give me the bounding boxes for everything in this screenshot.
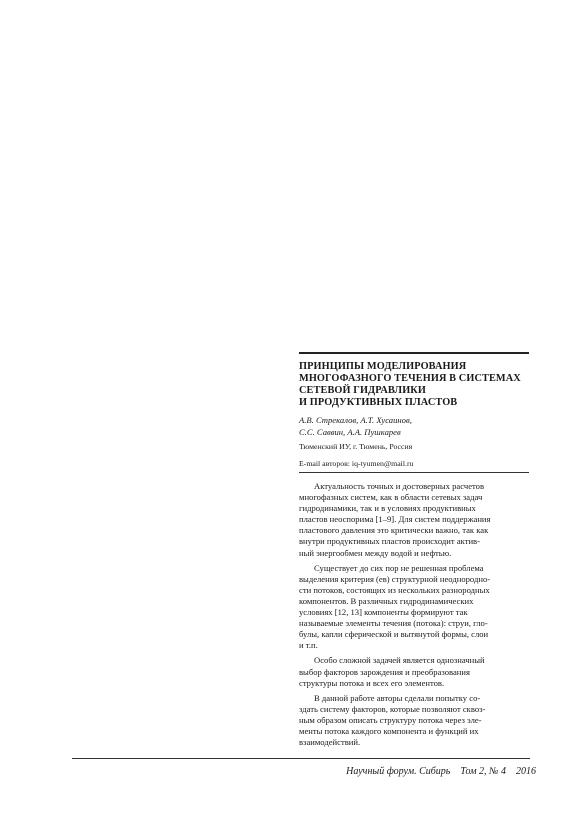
authors-line: А.В. Стрекалов, А.Т. Хусаинов, <box>299 415 412 425</box>
paragraph <box>299 481 529 559</box>
paragraph <box>299 693 529 748</box>
text-line: Особо сложной задачей является однозначный <box>314 655 485 666</box>
publication-year: 2016 <box>516 766 536 777</box>
text-line: Существует до сих пор не решенная проблема <box>314 562 484 573</box>
volume-issue: Том 2, № 4 <box>460 766 506 777</box>
text-line: называемые элементы течения (потока): струи, гло- <box>299 618 488 629</box>
text-line: сти потоков, состоящих из нескольких разнородных <box>299 584 490 595</box>
text-line: булы, капли сферической и вытянутой формы, слои <box>299 629 489 640</box>
title-top-rule <box>299 352 529 354</box>
author-email: E-mail авторов: iq-tyumen@mail.ru <box>299 459 414 468</box>
article-title <box>299 361 539 409</box>
text-line: В данной работе авторы сделали попытку со- <box>314 692 481 703</box>
article-body <box>299 481 529 752</box>
footer-divider <box>72 758 530 759</box>
title-line: СЕТЕВОЙ ГИДРАВЛИКИ <box>299 385 426 396</box>
page-footer <box>346 766 536 777</box>
affiliation: Тюменский ИУ, г. Тюмень, Россия <box>299 442 413 451</box>
text-line: взаимодействий. <box>299 737 361 748</box>
journal-name: Научный форум. Сибирь <box>346 766 451 777</box>
text-line: условиях [12, 13] компоненты формируют так <box>299 607 468 618</box>
title-line: И ПРОДУКТИВНЫХ ПЛАСТОВ <box>299 397 458 408</box>
text-line: структуры потока и всех его элементов. <box>299 677 445 688</box>
title-line: МНОГОФАЗНОГО ТЕЧЕНИЯ В СИСТЕМАХ <box>299 373 521 384</box>
text-line: выделения критерия (ев) структурной неоднородно- <box>299 573 491 584</box>
text-line: гидродинамики, так и в условиях продуктивных <box>299 503 476 514</box>
text-line: менты потока каждого компонента и функций их <box>299 725 479 736</box>
text-line: Актуальность точных и достоверных расчетов <box>314 481 485 491</box>
text-line: компонентов. В различных гидродинамических <box>299 595 474 606</box>
text-line: и т.п. <box>299 640 318 651</box>
text-line: пластов неоспорима [1–9]. Для систем поддержания <box>299 514 491 525</box>
title-line: ПРИНЦИПЫ МОДЕЛИРОВАНИЯ <box>299 361 467 372</box>
text-line: выбор факторов зарождения и преобразования <box>299 666 470 677</box>
header-divider <box>299 472 529 473</box>
text-line: здать систему факторов, которые позволяют сквоз- <box>299 703 486 714</box>
text-line: пластового давления это критически важно, так как <box>299 525 489 536</box>
paragraph <box>299 655 529 688</box>
text-line: многофазных систем, как в области сетевых задач <box>299 492 483 503</box>
authors-line: С.С. Саввин, А.А. Пушкарев <box>299 426 401 437</box>
text-line: ным образом описать структуру потока через эле- <box>299 714 482 725</box>
text-line: внутри продуктивных пластов происходит актив- <box>299 536 480 547</box>
authors <box>299 415 529 438</box>
text-line: ный энергообмен между водой и нефтью. <box>299 547 452 558</box>
paragraph <box>299 563 529 652</box>
